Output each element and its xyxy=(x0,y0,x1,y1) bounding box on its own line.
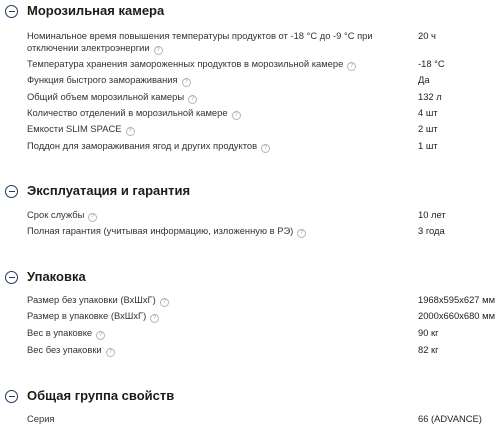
spec-value: 20 ч xyxy=(418,30,436,41)
spec-value: 3 года xyxy=(418,225,445,236)
section-header xyxy=(0,269,500,291)
spec-value: -18 °С xyxy=(418,58,445,69)
section-header xyxy=(0,388,500,410)
help-icon[interactable]: ? xyxy=(188,95,197,104)
help-icon[interactable]: ? xyxy=(297,229,306,238)
spec-value: 4 шт xyxy=(418,107,438,118)
collapse-icon[interactable] xyxy=(5,390,18,403)
spec-label: Вес без упаковки ? xyxy=(27,344,387,357)
spec-value: 1 шт xyxy=(418,140,438,151)
spec-label: Общий объем морозильной камеры ? xyxy=(27,91,387,104)
spec-value: 2 шт xyxy=(418,123,438,134)
spec-label: Размер без упаковки (ВхШхГ) ? xyxy=(27,294,387,307)
help-icon[interactable]: ? xyxy=(182,78,191,87)
help-icon[interactable]: ? xyxy=(150,314,159,323)
section-header xyxy=(0,3,500,25)
help-icon[interactable]: ? xyxy=(160,298,169,307)
help-icon[interactable]: ? xyxy=(88,213,97,222)
spec-label: Температура хранения замороженных продуктов в морозильной камере ? xyxy=(27,58,387,71)
section-header xyxy=(0,183,500,205)
collapse-icon[interactable] xyxy=(5,185,18,198)
spec-label: Поддон для замораживания ягод и других продуктов ? xyxy=(27,140,387,153)
section-title: Эксплуатация и гарантия xyxy=(27,183,191,198)
spec-value: 10 лет xyxy=(418,209,446,220)
spec-value: Да xyxy=(418,74,430,85)
spec-label: Полная гарантия (учитывая информацию, изложенную в РЭ) ? xyxy=(27,225,387,238)
spec-value: 2000x660x680 мм xyxy=(418,310,496,321)
collapse-icon[interactable] xyxy=(5,271,18,284)
spec-label: Номинальное время повышения температуры продуктов от -18 °С до -9 °С при отключении электроэнергии ? xyxy=(27,30,373,53)
spec-label: Функция быстрого замораживания ? xyxy=(27,74,387,87)
spec-value: 66 (ADVANCE) xyxy=(418,413,482,424)
spec-value: 90 кг xyxy=(418,327,439,338)
help-icon[interactable]: ? xyxy=(261,144,270,153)
spec-label: Срок службы ? xyxy=(27,209,387,222)
help-icon[interactable]: ? xyxy=(232,111,241,120)
spec-label: Размер в упаковке (ВхШхГ) ? xyxy=(27,310,387,323)
spec-value: 132 л xyxy=(418,91,442,102)
spec-value: 82 кг xyxy=(418,344,439,355)
help-icon[interactable]: ? xyxy=(347,62,356,71)
spec-label: Емкости SLIM SPACE ? xyxy=(27,123,387,136)
section-title: Упаковка xyxy=(27,269,86,284)
help-icon[interactable]: ? xyxy=(154,46,163,55)
spec-label: Количество отделений в морозильной камере ? xyxy=(27,107,387,120)
help-icon[interactable]: ? xyxy=(106,348,115,357)
help-icon[interactable]: ? xyxy=(96,331,105,340)
help-icon[interactable]: ? xyxy=(126,127,135,136)
spec-label: Вес в упаковке ? xyxy=(27,327,387,340)
section-title: Общая группа свойств xyxy=(27,388,175,403)
spec-label: Серия xyxy=(27,413,55,424)
spec-value: 1968x595x627 мм xyxy=(418,294,496,305)
collapse-icon[interactable] xyxy=(5,5,18,18)
section-title: Морозильная камера xyxy=(27,3,165,18)
